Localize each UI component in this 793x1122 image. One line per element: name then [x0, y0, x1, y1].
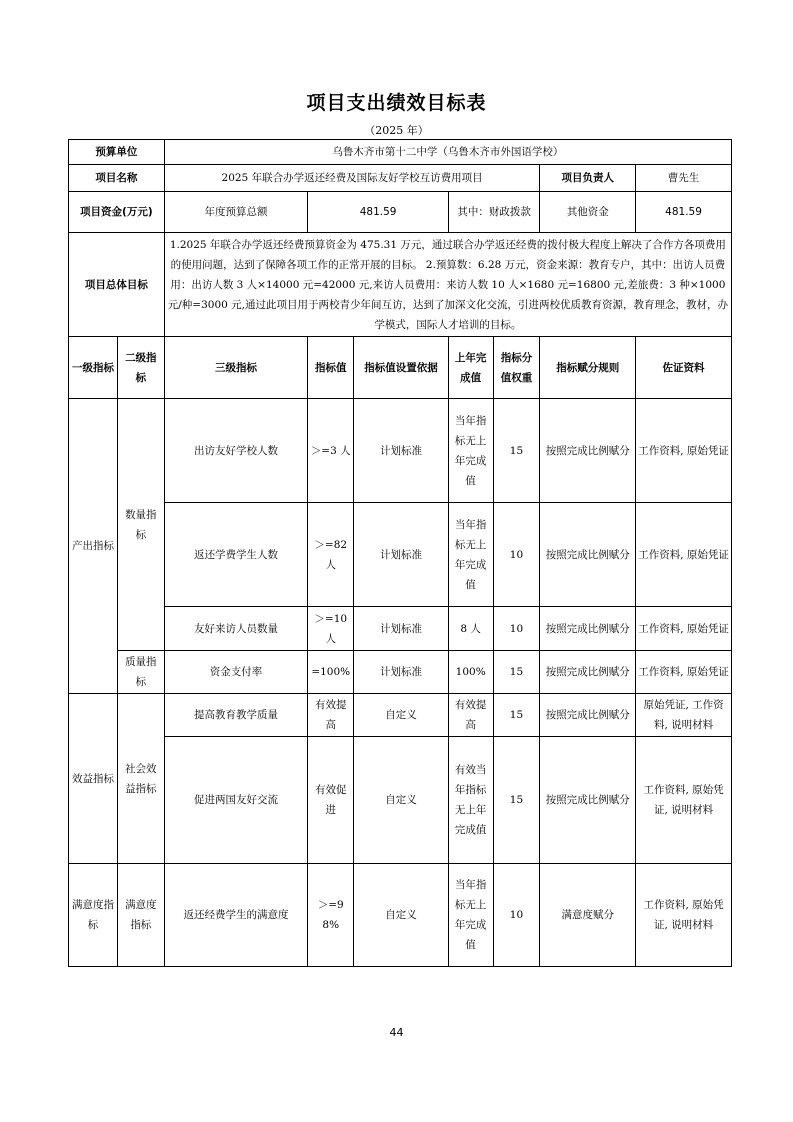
col-rule: 指标赋分规则 [540, 337, 636, 399]
year-label: （2025 年） [364, 124, 429, 137]
value-cell: ＞=98% [308, 864, 354, 967]
last-year-cell: 当年指标无上年完成值 [448, 399, 493, 503]
value-cell: 有效提高 [308, 694, 354, 737]
goal-row [69, 233, 732, 337]
fiscal-label: 其中：财政拨款 [448, 192, 540, 233]
col-level1: 一级指标 [69, 337, 118, 399]
group-benefit: 效益指标 [69, 694, 118, 864]
table-row [69, 607, 732, 651]
table-row [69, 651, 732, 694]
evidence-cell: 工作资料, 原始凭证, 说明材料 [636, 737, 732, 864]
table-row [69, 737, 732, 864]
evidence-cell: 工作资料, 原始凭证, 说明材料 [636, 864, 732, 967]
last-year-cell: 8 人 [448, 607, 493, 651]
evidence-cell: 工作资料, 原始凭证 [636, 399, 732, 503]
value-cell: =100% [308, 651, 354, 694]
basis-cell: 计划标准 [354, 503, 449, 607]
basis-cell: 计划标准 [354, 399, 449, 503]
project-name-row [69, 165, 732, 192]
col-last-year: 上年完成值 [448, 337, 493, 399]
last-year-cell: 有效提高 [448, 694, 493, 737]
indicator-cell: 出访友好学校人数 [164, 399, 308, 503]
owner-value: 曹先生 [636, 165, 732, 192]
table-row [69, 399, 732, 503]
last-year-cell: 有效当年指标无上年完成值 [448, 737, 493, 864]
weight-cell: 10 [493, 503, 540, 607]
col-level2: 二级指标 [117, 337, 164, 399]
evidence-cell: 原始凭证, 工作资料, 说明材料 [636, 694, 732, 737]
indicator-cell: 促进两国友好交流 [164, 737, 308, 864]
weight-cell: 15 [493, 694, 540, 737]
group-quantity: 数量指标 [117, 399, 164, 651]
rule-cell: 按照完成比例赋分 [540, 694, 636, 737]
group-satisfaction: 满意度指标 [69, 864, 118, 967]
col-evidence: 佐证资料 [636, 337, 732, 399]
evidence-cell: 工作资料, 原始凭证 [636, 607, 732, 651]
rule-cell: 按照完成比例赋分 [540, 503, 636, 607]
goal-text: 1.2025 年联合办学返还经费预算资金为 475.31 万元，通过联合办学返还经费的拨付极大程度上解决了合作方各项费用的使用问题，达到了保障各项工作的正常开展的目标。 2.预算数：6.28 万元，资金来源：教育专户，其中：出访人员费用：出访人数 3 人×14000 元=42000 元,来访人员费用：来访人数 10 人×1680 元=16800 元,差旅费：3 种×1000 元/种=3000 元,通过此项目用于两校青少年间互访，达到了加深文化交流，引进两校优质教育资源，教育理念，教材，办学模式，国际人才培训的目标。 [164, 233, 731, 337]
basis-cell: 自定义 [354, 694, 449, 737]
budget-unit-row [69, 140, 732, 165]
page-number: 44 [389, 1026, 404, 1039]
value-cell: ＞=10 人 [308, 607, 354, 651]
col-value: 指标值 [308, 337, 354, 399]
col-basis: 指标值设置依据 [354, 337, 449, 399]
funds-label: 项目资金(万元) [69, 192, 165, 233]
budget-unit-label: 预算单位 [69, 140, 165, 165]
rule-cell: 按照完成比例赋分 [540, 737, 636, 864]
table-row [69, 694, 732, 737]
project-name-value: 2025 年联合办学返还经费及国际友好学校互访费用项目 [164, 165, 540, 192]
project-name-label: 项目名称 [69, 165, 165, 192]
indicator-cell: 提高教育教学质量 [164, 694, 308, 737]
owner-label: 项目负责人 [540, 165, 636, 192]
table-row [69, 864, 732, 967]
column-header-row [69, 337, 732, 399]
indicator-cell: 资金支付率 [164, 651, 308, 694]
weight-cell: 10 [493, 607, 540, 651]
basis-cell: 自定义 [354, 737, 449, 864]
page-title: 项目支出绩效目标表 [306, 92, 487, 114]
other-label: 其他资金 [540, 192, 636, 233]
value-cell: 有效促进 [308, 737, 354, 864]
basis-cell: 计划标准 [354, 651, 449, 694]
col-weight: 指标分值权重 [493, 337, 540, 399]
performance-table [68, 139, 732, 967]
basis-cell: 自定义 [354, 864, 449, 967]
value-cell: ＞=82 人 [308, 503, 354, 607]
goal-label: 项目总体目标 [69, 233, 165, 337]
weight-cell: 15 [493, 737, 540, 864]
group-social: 社会效益指标 [117, 694, 164, 864]
other-value: 481.59 [636, 192, 732, 233]
budget-unit-value: 乌鲁木齐市第十二中学（乌鲁木齐市外国语学校） [164, 140, 731, 165]
last-year-cell: 100% [448, 651, 493, 694]
evidence-cell: 工作资料, 原始凭证 [636, 651, 732, 694]
last-year-cell: 当年指标无上年完成值 [448, 503, 493, 607]
last-year-cell: 当年指标无上年完成值 [448, 864, 493, 967]
indicator-cell: 返还经费学生的满意度 [164, 864, 308, 967]
indicator-cell: 返还学费学生人数 [164, 503, 308, 607]
evidence-cell: 工作资料, 原始凭证 [636, 503, 732, 607]
col-level3: 三级指标 [164, 337, 308, 399]
annual-total-label: 年度预算总额 [164, 192, 308, 233]
weight-cell: 15 [493, 651, 540, 694]
value-cell: ＞=3 人 [308, 399, 354, 503]
rule-cell: 按照完成比例赋分 [540, 399, 636, 503]
group-satisfaction-sub: 满意度指标 [117, 864, 164, 967]
basis-cell: 计划标准 [354, 607, 449, 651]
annual-total-value: 481.59 [308, 192, 448, 233]
funds-row [69, 192, 732, 233]
weight-cell: 10 [493, 864, 540, 967]
group-quality: 质量指标 [117, 651, 164, 694]
group-output: 产出指标 [69, 399, 118, 694]
indicator-cell: 友好来访人员数量 [164, 607, 308, 651]
rule-cell: 满意度赋分 [540, 864, 636, 967]
table-row [69, 503, 732, 607]
rule-cell: 按照完成比例赋分 [540, 607, 636, 651]
rule-cell: 按照完成比例赋分 [540, 651, 636, 694]
weight-cell: 15 [493, 399, 540, 503]
